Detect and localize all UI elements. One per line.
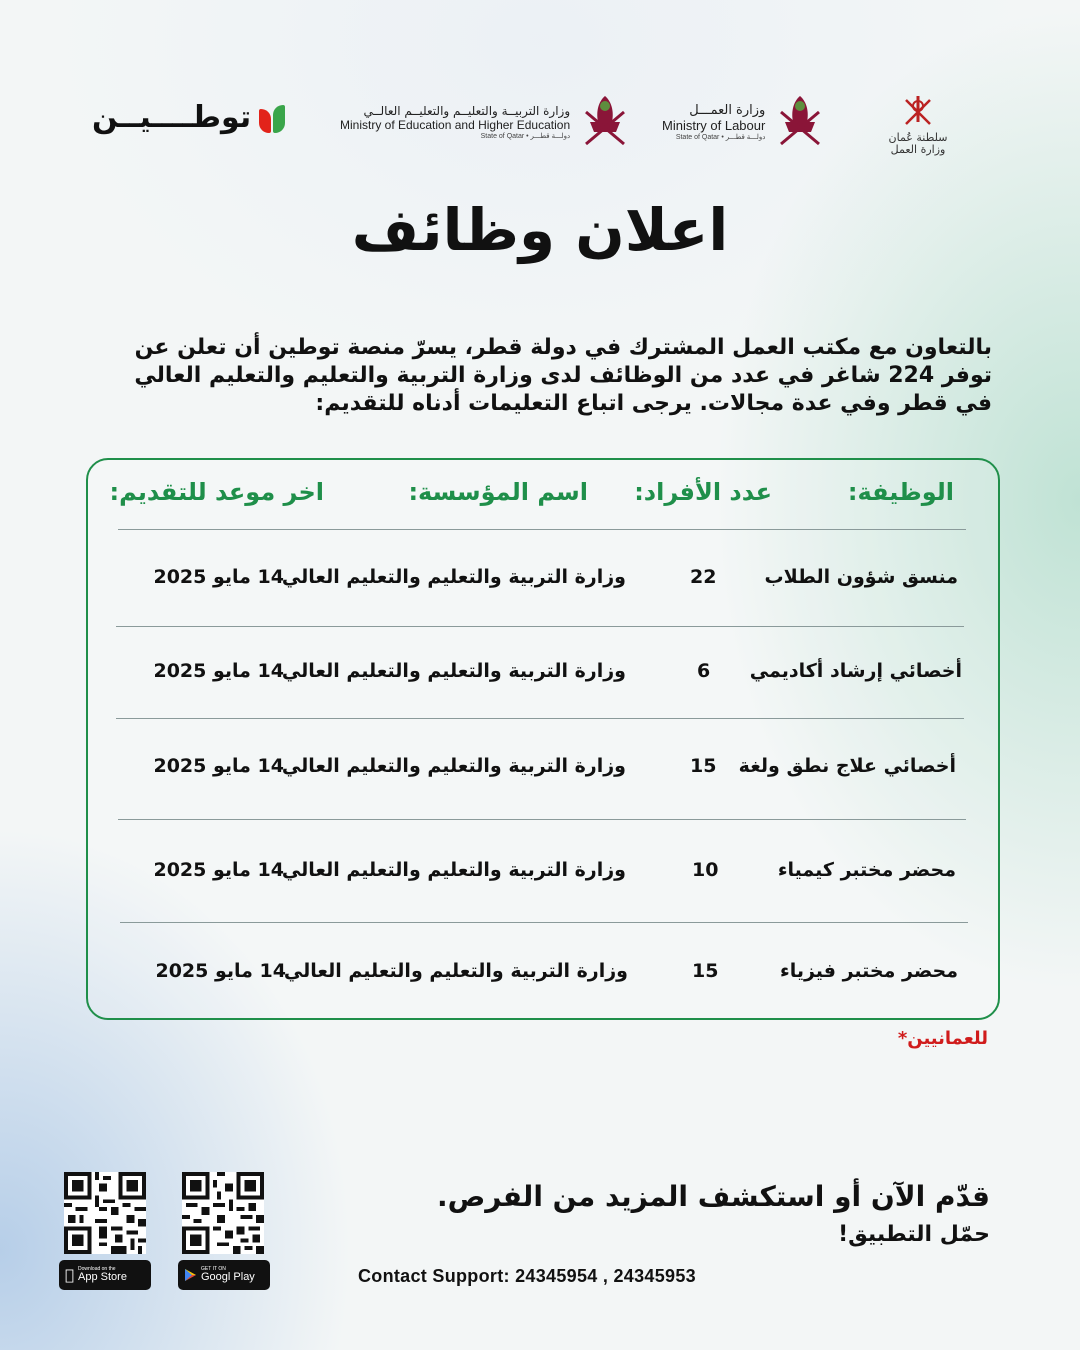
mol-arabic-name: وزارة العمـــل <box>689 103 766 119</box>
row2-count: 6 <box>697 660 711 682</box>
jobs-table-card <box>86 458 1000 1020</box>
row3-job: أخصائي علاج نطق ولغة <box>738 755 956 777</box>
mol-logo <box>662 92 825 154</box>
apple-icon <box>65 1268 74 1283</box>
header-deadline: اخر موعد للتقديم: <box>109 478 324 506</box>
row5-deadline: 14 مايو 2025 <box>155 960 286 982</box>
row1-institution: وزارة التربية والتعليم والتعليم العالي <box>281 566 626 588</box>
app-store-button[interactable] <box>59 1260 151 1290</box>
row4-institution: وزارة التربية والتعليم والتعليم العالي <box>281 859 626 881</box>
cta-download-app: حمّل التطبيق! <box>838 1222 990 1247</box>
oman-line1: سلطنة عُمان <box>888 131 948 144</box>
row5-count: 15 <box>692 960 719 982</box>
omani-only-note: للعمانيين* <box>897 1028 988 1049</box>
table-divider <box>118 529 966 530</box>
row1-job: منسق شؤون الطلاب <box>764 566 958 588</box>
app-store-qr-icon[interactable] <box>64 1172 146 1254</box>
row1-count: 22 <box>690 566 717 588</box>
qatar-emblem-icon <box>580 92 630 154</box>
header-institution: اسم المؤسسة: <box>408 478 588 506</box>
cta-main: قدّم الآن أو استكشف المزيد من الفرص. <box>436 1180 990 1213</box>
oman-line2: وزارة العمل <box>890 143 946 157</box>
moe-state: State of Qatar • دولـــة قطـــر <box>480 132 571 140</box>
google-play-icon <box>184 1268 197 1282</box>
mol-state: State of Qatar • دولـــة قطـــر <box>675 133 766 141</box>
row2-job: أخصائي إرشاد أكاديمي <box>749 660 962 682</box>
header-count: عدد الأفراد: <box>634 478 772 506</box>
oman-ministry-logo <box>886 92 950 156</box>
row5-institution: وزارة التربية والتعليم والتعليم العالي <box>283 960 628 982</box>
google-play-small-text: GET IT ON <box>201 1266 226 1272</box>
page-title: اعلان وظائف <box>351 196 729 264</box>
row4-job: محضر مختبر كيمياء <box>777 859 956 881</box>
contact-support: Contact Support: 24345954 , 24345953 <box>358 1266 696 1286</box>
row2-institution: وزارة التربية والتعليم والتعليم العالي <box>281 660 626 682</box>
row3-count: 15 <box>690 755 717 777</box>
row4-deadline: 14 مايو 2025 <box>153 859 284 881</box>
oman-emblem-icon <box>898 92 938 128</box>
moe-english-name: Ministry of Education and Higher Education <box>340 117 571 132</box>
table-divider <box>116 626 964 627</box>
tawteen-logo <box>92 100 285 135</box>
row1-deadline: 14 مايو 2025 <box>153 566 284 588</box>
table-divider <box>120 922 968 923</box>
google-play-qr-icon[interactable] <box>182 1172 264 1254</box>
google-play-label: Googl Play <box>201 1271 255 1283</box>
row3-deadline: 14 مايو 2025 <box>153 755 284 777</box>
tawteen-logo-text: توطــــيــن <box>92 100 252 135</box>
row2-deadline: 14 مايو 2025 <box>153 660 284 682</box>
moe-arabic-name: وزارة التربيــة والتعليــم والتعليــم العالــي <box>363 104 571 119</box>
qatar-emblem-icon <box>775 92 825 154</box>
app-store-label: App Store <box>69 1271 118 1283</box>
row5-job: محضر مختبر فيزياء <box>779 960 958 982</box>
tawteen-mark-icon <box>259 101 285 135</box>
mol-english-name: Ministry of Labour <box>662 117 766 133</box>
app-store-small-text: Download on the <box>69 1266 107 1272</box>
header-job: الوظيفة: <box>847 478 954 506</box>
row4-count: 10 <box>692 859 719 881</box>
moe-logo <box>340 92 630 154</box>
table-divider <box>116 718 964 719</box>
intro-paragraph: بالتعاون مع مكتب العمل المشترك في دولة قطر، يسرّ منصة توطين أن تعلن عن توفر 224 شاغر في عدد من الوظائف لدى وزارة التربية والتعليم والتعليم العالي في قطر وفي عدة مجالات. يرجى اتباع التعليمات أدناه للتقديم: <box>134 335 992 416</box>
google-play-button[interactable] <box>178 1260 270 1290</box>
table-divider <box>118 819 966 820</box>
row3-institution: وزارة التربية والتعليم والتعليم العالي <box>281 755 626 777</box>
